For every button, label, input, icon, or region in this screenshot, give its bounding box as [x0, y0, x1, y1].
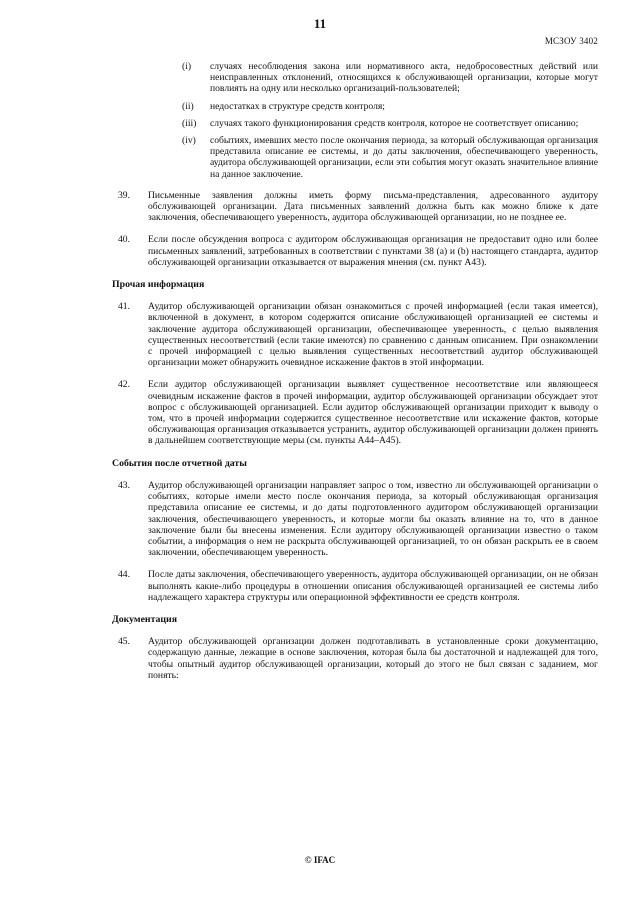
paragraph-43	[112, 480, 598, 558]
paragraph-number: 41.	[118, 301, 130, 313]
sub-item-text: случаях такого функционирования средств контроля, которое не соответствует описанию;	[210, 117, 579, 129]
sub-item-label: (i)	[182, 61, 192, 72]
paragraph-number: 43.	[118, 479, 130, 491]
paragraph-text: После даты заключения, обеспечивающего уверенность, аудитора обслуживающей организации, он не обязан выполнять какие-либо процедуры в отношении описания обслуживающей организацией ее системы либо надлежащего характера структуры или операционной эффективности ее средств контроля.	[148, 569, 598, 603]
paragraph-text: Если аудитор обслуживающей организации выявляет существенное несоответствие или являющееся очевидным искажение фактов в прочей информации, аудитор обслуживающей организации обсуждает этот вопрос с обслуживающей организацией. Если аудитор обслуживающей организации приходит к выводу о том, что в прочей информации содержится существенное несоответствие или искажение фактов, которые обслуживающая организация отказывается устранить, аудитор обслуживающей организации должен принять в дальнейшем соответствующие меры (см. пункты А44–А45).	[148, 379, 598, 447]
sub-item-iii	[112, 118, 598, 129]
paragraph-number: 42.	[118, 379, 130, 391]
section-heading-other-information: Прочая информация	[112, 279, 205, 291]
section-heading-documentation: Документация	[112, 613, 177, 625]
document-code: МСЗОУ 3402	[544, 36, 598, 46]
paragraph-44	[112, 569, 598, 603]
section-heading-subsequent-events: События после отчетной даты	[112, 457, 247, 469]
paragraph-number: 44.	[118, 569, 130, 581]
copyright-footer: © IFAC	[304, 855, 336, 865]
page-body	[112, 61, 598, 692]
sub-item-iv	[112, 135, 598, 180]
sub-item-text: случаях несоблюдения закона или нормативного акта, недобросовестных действий или неисправленных отклонений, относящихся к обслуживающей организации, которые могут повлиять на одну или несколько организаций-пользователей;	[210, 61, 598, 95]
sub-item-label: (iii)	[182, 117, 197, 129]
sub-item-text: недостатках в структуре средств контроля;	[210, 100, 385, 112]
paragraph-40	[112, 234, 598, 268]
paragraph-42	[112, 379, 598, 446]
paragraph-number: 39.	[118, 189, 130, 201]
paragraph-text: Если после обсуждения вопроса с аудитором обслуживающая организация не предоставит одно или более письменных заявлений, затребованных в соответствии с пунктами 38 (a) и (b) настоящего стандарта, аудитор обслуживающей организации отказывается от выражения мнения (см. пункт А43).	[148, 234, 598, 268]
paragraph-45	[112, 636, 598, 681]
paragraph-41	[112, 301, 598, 368]
paragraph-text: Аудитор обслуживающей организации обязан ознакомиться с прочей информацией (если такая имеется), включенной в документ, в котором содержится описание обслуживающей организацией ее системы и заключение аудитора обслуживающей организации, обеспечивающее уверенность, с целью выявления существенных несоответствий (если такие имеются) по сравнению с данным описанием. При ознакомлении с прочей информацией с целью выявления существенных несоответствий аудитор обслуживающей организации может обнаружить очевидное искажение фактов в этой информации.	[148, 301, 598, 369]
paragraph-number: 45.	[118, 636, 130, 648]
sub-item-text: событиях, имевших место после окончания периода, за который обслуживающая организация представила описание ее системы, и до даты заключения, обеспечивающего уверенность, аудитора обслуживающей организации, если эти события могут оказать значительное влияние на данное заключение.	[210, 135, 598, 180]
sub-item-label: (iv)	[182, 135, 196, 147]
paragraph-39	[112, 190, 598, 224]
paragraph-number: 40.	[118, 234, 130, 246]
paragraph-text: Аудитор обслуживающей организации направляет запрос о том, известно ли обслуживающей организации о событиях, которые имели место после окончания периода, за который обслуживающая организация представила описание ее системы, и до даты подготовленного аудитором обслуживающей организации заключения, обеспечивающего уверенность, и которые могли бы оказать влияние на то, что в данное заключение были бы внесены изменения. Если аудитору обслуживающей организации известно о таком событии, а информация о нем не раскрыта обслуживающей организацией, то он обязан раскрыть ее в своем заключении, обеспечивающем уверенность.	[148, 479, 598, 559]
sub-item-i	[112, 61, 598, 95]
sub-item-ii	[112, 101, 598, 112]
page-number: 11	[313, 16, 327, 31]
paragraph-text: Аудитор обслуживающей организации должен подготавливать в установленные сроки документацию, содержащую данные, лежащие в основе заключения, которая была бы достаточной и надлежащей для того, чтобы опытный аудитор обслуживающей организации, который до этого не был связан с заданием, мог понять:	[148, 636, 598, 681]
sub-item-label: (ii)	[182, 100, 194, 112]
paragraph-text: Письменные заявления должны иметь форму письма-представления, адресованного аудитору обслуживающей организации. Дата письменных заявлений должна быть как можно ближе к дате заключения, обеспечивающего уверенность, аудитора обслуживающей организации, но не позднее ее.	[148, 189, 598, 224]
